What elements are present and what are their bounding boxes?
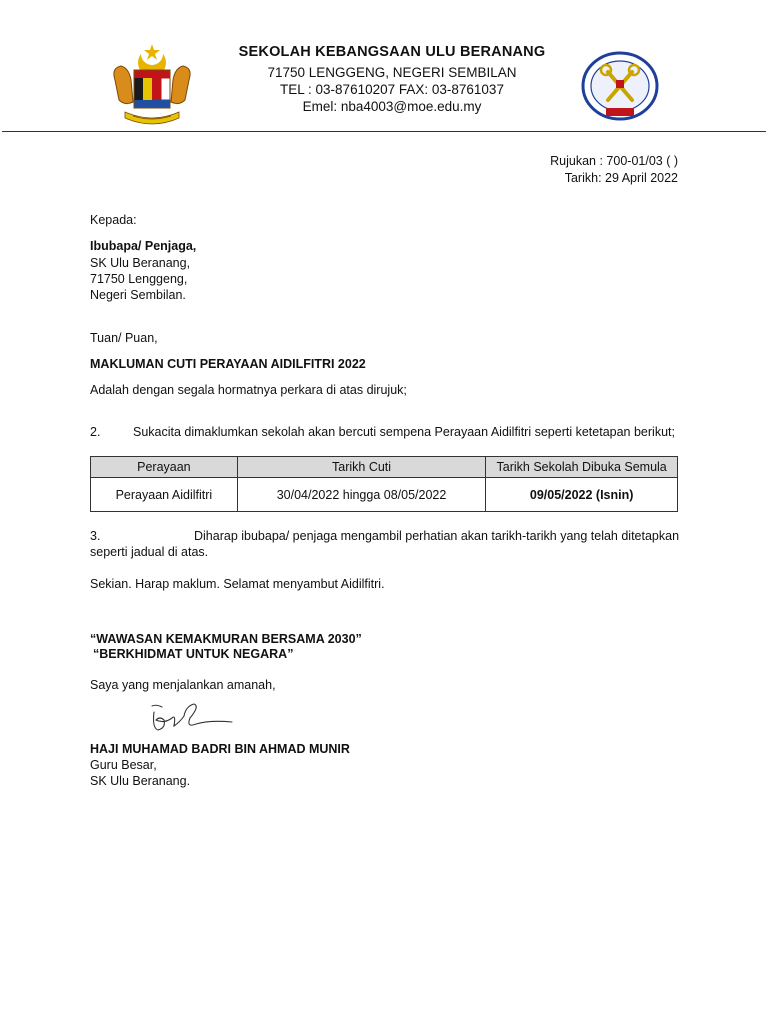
- closing-remark: Sekian. Harap maklum. Selamat menyambut Aidilfitri.: [90, 577, 385, 591]
- school-crest-icon: [580, 50, 660, 126]
- paragraph-2-text: Sukacita dimaklumkan sekolah akan bercuti sempena Perayaan Aidilfitri seperti ketetapan berikut;: [133, 425, 675, 439]
- malaysia-coat-of-arms-icon: [107, 40, 197, 128]
- coat-of-arms-logo: [107, 40, 197, 128]
- table-row: [91, 478, 678, 512]
- paragraph-3-line: seperti jadual di atas.: [90, 545, 209, 559]
- letter-subject: MAKLUMAN CUTI PERAYAAN AIDILFITRI 2022: [90, 357, 366, 371]
- header-divider: [2, 131, 766, 132]
- opening-paragraph: Adalah dengan segala hormatnya perkara di atas dirujuk;: [90, 383, 407, 397]
- signer-title: Guru Besar,: [90, 758, 157, 772]
- table-header-cell: Perayaan: [91, 457, 238, 478]
- table-header-cell: Tarikh Cuti: [237, 457, 486, 478]
- handwritten-signature-icon: [140, 698, 240, 738]
- paragraph-3-line: Diharap ibubapa/ penjaga mengambil perhatian akan tarikh-tarikh yang telah ditetapkan: [194, 529, 680, 543]
- table-cell: 30/04/2022 hingga 08/05/2022: [237, 478, 486, 512]
- letter-date: Tarikh: 29 April 2022: [564, 171, 678, 185]
- table-cell: Perayaan Aidilfitri: [91, 478, 238, 512]
- school-crest-logo: [580, 50, 660, 126]
- signer-name: HAJI MUHAMAD BADRI BIN AHMAD MUNIR: [90, 742, 350, 756]
- motto-line: “BERKHIDMAT UNTUK NEGARA”: [93, 647, 294, 661]
- motto-line: “WAWASAN KEMAKMURAN BERSAMA 2030”: [90, 632, 362, 646]
- school-email: Emel: nba4003@moe.edu.my: [302, 99, 482, 114]
- school-address: 71750 LENGGENG, NEGERI SEMBILAN: [267, 65, 517, 80]
- to-label: Kepada:: [90, 213, 137, 227]
- recipient-address-line: 71750 Lenggeng,: [90, 272, 188, 286]
- recipient-address-line: SK Ulu Beranang,: [90, 256, 191, 270]
- signoff-intro: Saya yang menjalankan amanah,: [90, 678, 276, 692]
- reference-number: Rujukan : 700-01/03 ( ): [550, 154, 678, 168]
- table-header-row: [91, 457, 678, 478]
- school-name: SEKOLAH KEBANGSAAN ULU BERANANG: [238, 44, 546, 60]
- recipient-name: Ibubapa/ Penjaga,: [90, 239, 197, 253]
- paragraph-number: 2.: [90, 425, 101, 439]
- signature: [140, 698, 240, 738]
- paragraph-number: 3.: [90, 529, 101, 543]
- salutation: Tuan/ Puan,: [90, 331, 158, 345]
- holiday-table: [90, 456, 678, 512]
- school-phone-fax: TEL : 03-87610207 FAX: 03-8761037: [280, 82, 504, 97]
- signer-school: SK Ulu Beranang.: [90, 774, 191, 788]
- recipient-address-line: Negeri Sembilan.: [90, 288, 186, 302]
- table-header-cell: Tarikh Sekolah Dibuka Semula: [486, 457, 678, 478]
- table-cell: 09/05/2022 (Isnin): [486, 478, 678, 512]
